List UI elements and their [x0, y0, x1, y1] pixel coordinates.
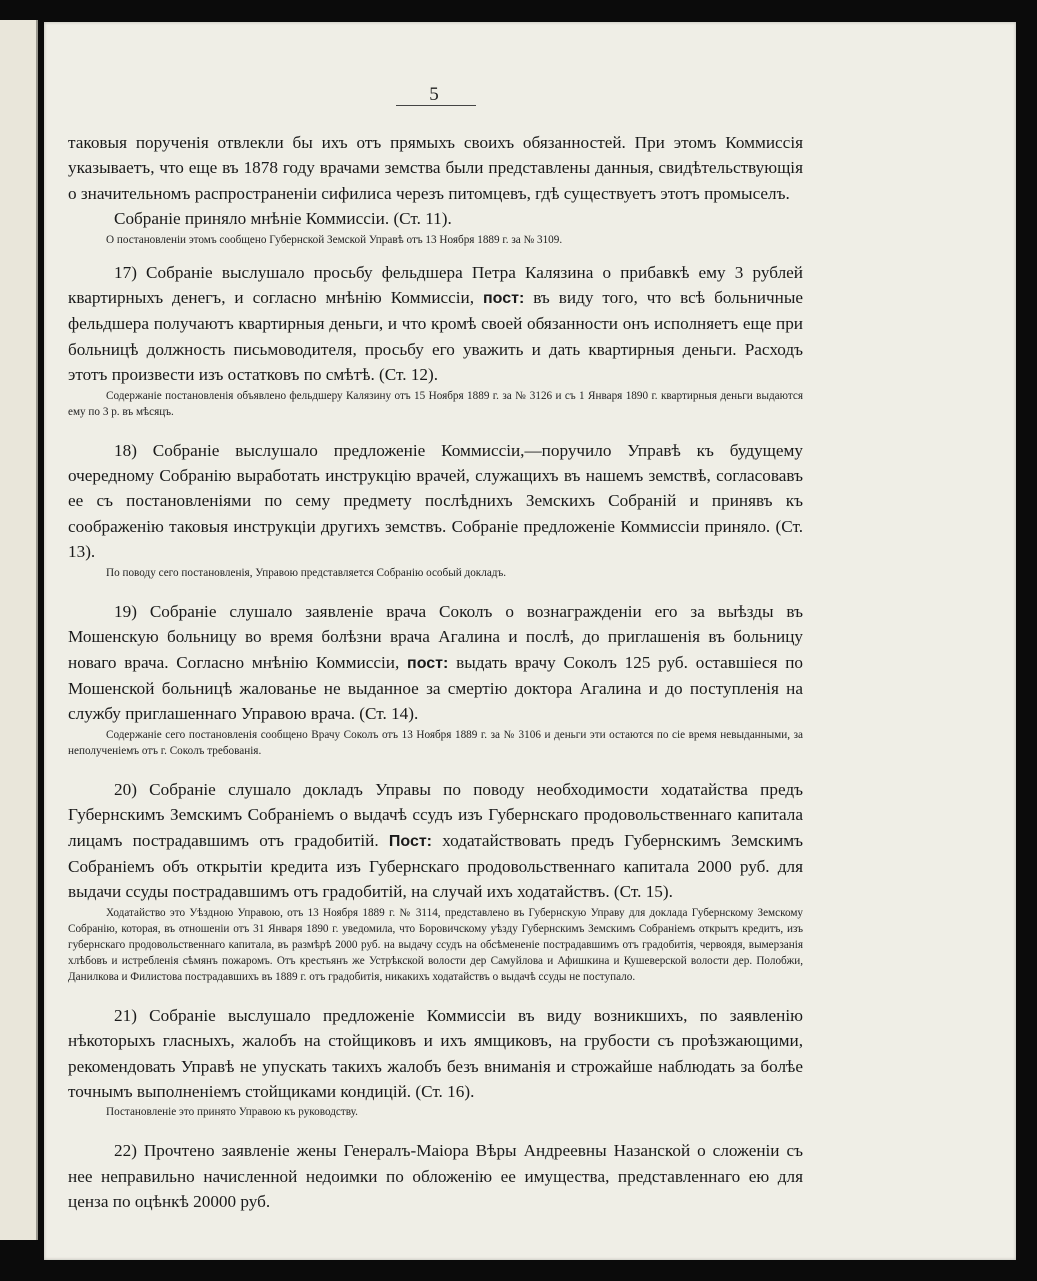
adjacent-page-edge: [0, 20, 38, 1240]
item-17-post: пост:: [483, 290, 525, 308]
item-20-note: Ходатайство это Уѣздною Управою, отъ 13 Ноября 1889 г. № 3114, представлено въ Губернскую Управу для доклада Губернскому Земскому Собранію, которая, въ отношеніи отъ 31 Января 1890 г. уведомила, что Боровичскому уѣзду Губернскимъ Земскимъ Собраніемъ открытъ кредитъ, изъ губернскаго продовольственнаго капитала, въ размѣрѣ 2000 руб. на выдачу ссудъ на обсѣмененіе пострадавшимъ отъ градобитія, червоядя, вымерзанія хлѣбовъ и истребленія сѣмянъ пожаромъ. Отъ крестьянъ же Устрѣкской волости дер Самуйлова и Афишкина и Кушеверской волости дер. Полобжи, Данилкова и Филистова пострадавшихъ въ 1889 г. отъ градобитія, никакихъ ходатайствъ о выдачѣ ссуды не поступало.: [68, 906, 803, 983]
continuation-paragraph: таковыя порученія отвлекли бы ихъ отъ прямыхъ своихъ обязанностей. При этомъ Коммиссія указываетъ, что еще въ 1878 году врачами земства были представлены данныя, свидѣтельствующія о значительномъ распространеніи сифилиса черезъ питомцевъ, гдѣ существуетъ этотъ промыселъ.: [68, 133, 803, 203]
item-22: 22) Прочтено заявленіе жены Генералъ-Маіора Вѣры Андреевны Назанской о сложеніи съ нее неправильно начисленной недоимки по обложенію ее имущества, представленнаго ею для ценза по оцѣнкѣ 20000 руб.: [68, 1141, 803, 1212]
item-21: 21) Собраніе выслушало предложеніе Коммиссіи въ виду возникшихъ, по заявленію нѣкоторыхъ гласныхъ, жалобъ на стойщиковъ и ихъ ямщиковъ, на грубости съ проѣзжающими, рекомендовать Управѣ не упускать такихъ жалобъ безъ вниманія и строжайше наблюдать за болѣе точнымъ выполненіемъ стойщиками кондицій. (Ст. 16).: [68, 1005, 803, 1101]
page-number: 5: [429, 84, 439, 105]
item-17-note: Содержаніе постановленія объявлено фельдшеру Калязину отъ 15 Ноября 1889 г. за № 3126 и съ 1 Января 1890 г. квартирныя деньги выдаются ему по 3 р. въ мѣсяцъ.: [68, 389, 803, 418]
page-number-rule: [396, 105, 476, 106]
item-20: [68, 777, 803, 905]
decision-11: Собраніе приняло мнѣніе Коммиссіи. (Ст. 11).: [114, 209, 452, 229]
item-19: [68, 599, 803, 727]
item-21-note: Постановленіе это принято Управою къ руководству.: [106, 1106, 358, 1119]
document-page: [44, 22, 1016, 1260]
item-18-note: По поводу сего постановленія, Управою представляется Собранію особый докладъ.: [106, 566, 507, 579]
item-17-text-before: 17) Собраніе выслушало просьбу фельдшера Петра Калязина о прибавкѣ ему 3 рублей квартирныхъ денегъ, и согласно мнѣнію Коммиссіи,: [68, 262, 803, 308]
item-17-text-after: въ виду того, что всѣ больничные фельдшера получаютъ квартирныя деньги, и что кромѣ своей обязанности онъ исполняетъ еще при больницѣ должность письмоводителя, просьбу его уважить и дать квартирныя деньги. Расходъ этотъ произвести изъ остатковъ по смѣтѣ. (Ст. 12).: [68, 288, 804, 385]
item-19-post: пост:: [407, 654, 449, 672]
item-18: 18) Собраніе выслушало предложеніе Коммиссіи,—поручило Управѣ къ будущему очередному Собранію выработать инструкцію врачей, служащихъ въ нашемъ земствѣ, согласовавъ ее съ постановленіями по сему предмету послѣднихъ Земскихъ Собраній и принявъ къ соображенію таковыя инструкціи другихъ земствъ. Собраніе предложеніе Коммиссіи приняло. (Ст. 13).: [68, 440, 803, 562]
item-20-text-before: 20) Собраніе слушало докладъ Управы по поводу необходимости ходатайства предъ Губернскимъ Земскимъ Собраніемъ о выдачѣ ссудъ изъ Губернскаго продовольственнаго капитала лицамъ пострадавшимъ отъ градобитій.: [68, 779, 803, 850]
item-19-note: Содержаніе сего постановленія сообщено Врачу Соколъ отъ 13 Ноября 1889 г. за № 3106 и деньги эти остаются по сіе время невыданными, за неполученіемъ отъ г. Соколъ требованія.: [68, 728, 803, 757]
page-body: [68, 130, 803, 1215]
item-20-text-after: ходатайствовать предъ Губернскимъ Земскимъ Собраніемъ объ открытіи кредита изъ Губернскаго продовольственнаго капитала 2000 руб. для выдачи ссуды пострадавшимъ отъ градобитій, на случай ихъ ходатайствъ. (Ст. 15).: [68, 830, 804, 902]
item-20-post: Пост:: [388, 832, 432, 850]
item-19-text-after: выдать врачу Соколъ 125 руб. оставшіеся по Мошенской больницѣ жалованье не выданное за смертію доктора Агалина и до поступленія на службу приглашеннаго Управою врача. (Ст. 14).: [68, 652, 804, 724]
note-11: О постановленіи этомъ сообщено Губернской Земской Управѣ отъ 13 Ноября 1889 г. за № 3109.: [106, 233, 563, 246]
item-19-text-before: 19) Собраніе слушало заявленіе врача Соколъ о вознагражденіи его за выѣзды въ Мошенскую больницу во время болѣзни врача Агалина и послѣ, до приглашенія въ больницу новаго врача. Согласно мнѣнію Коммиссіи,: [68, 601, 803, 672]
item-17: [68, 260, 803, 388]
